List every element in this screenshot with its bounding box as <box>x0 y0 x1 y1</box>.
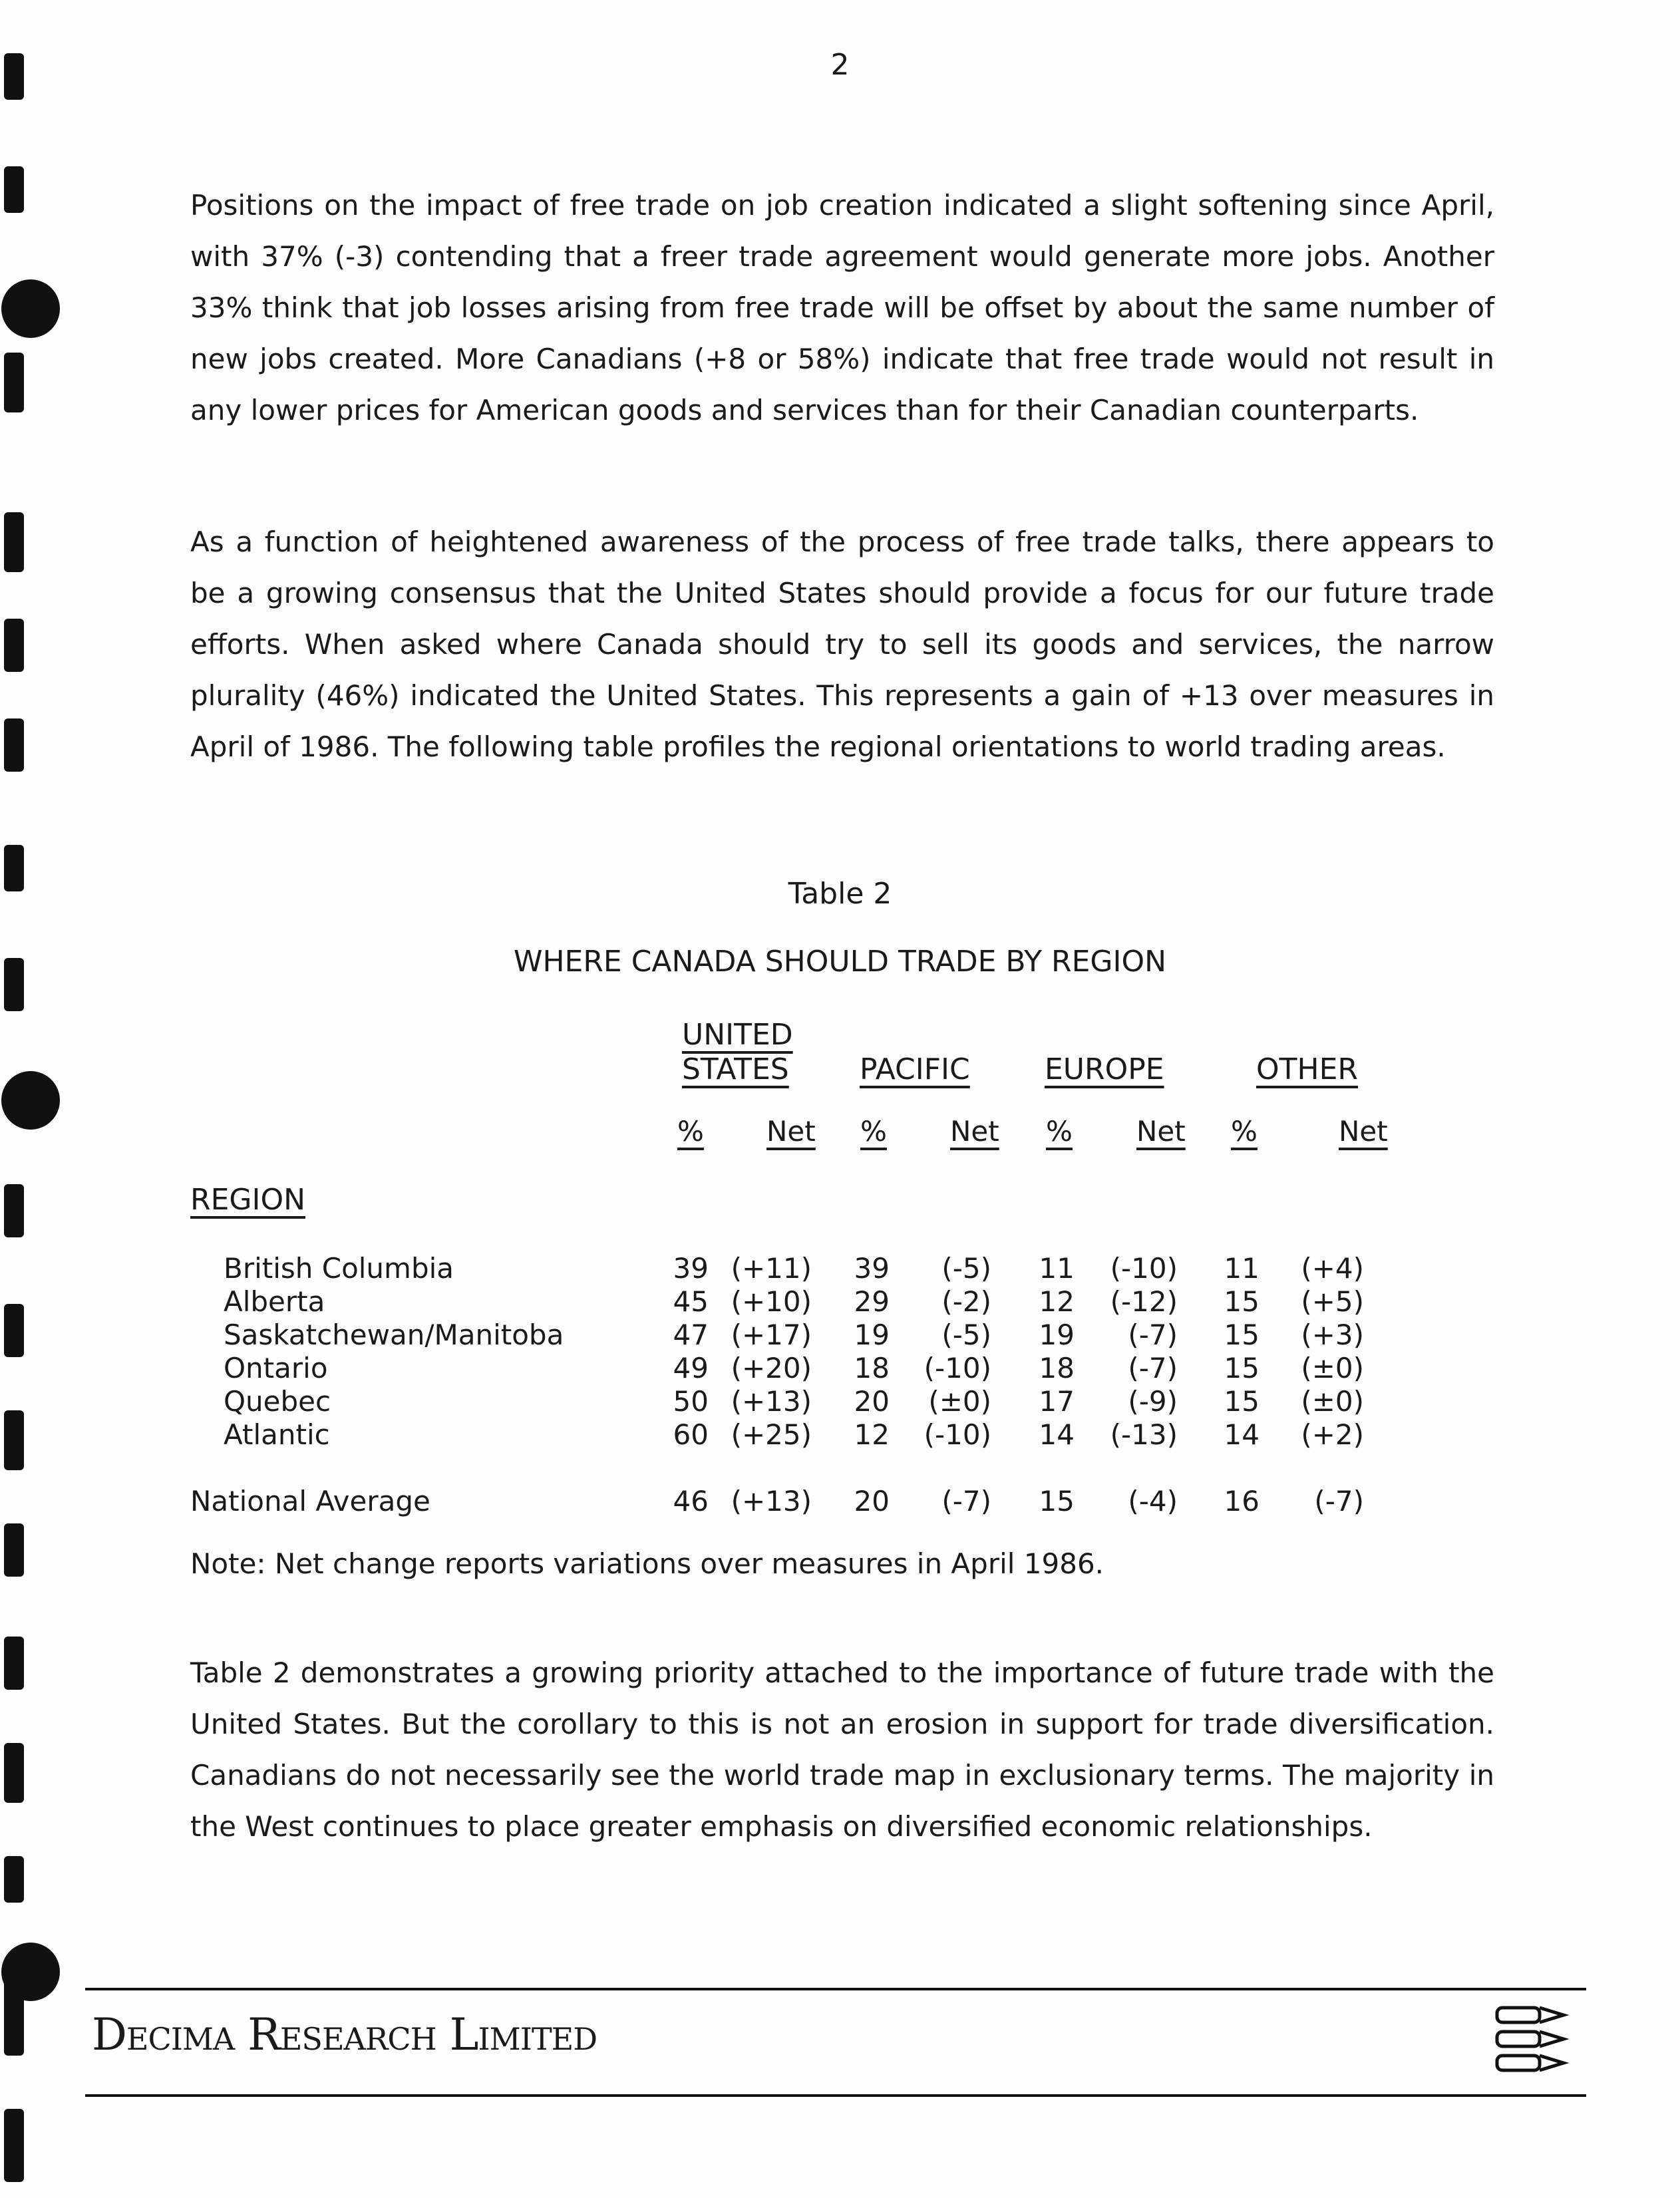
paragraph-trade-focus: As a function of heightened awareness of the process of free trade talks, there appears to be a growing consensus that the United States should provide a focus for our future trade efforts. When asked where Canada should try to sell its goods and services, the narrow plurality (46%) indicated the United States. This represents a gain of +13 over measures in April of 1986. The following table profiles the regional orientations to world trading areas. <box>190 526 1494 763</box>
table-cell: 60 <box>673 1418 709 1451</box>
binder-hole <box>1 279 60 338</box>
table-cell: 49 <box>673 1352 709 1384</box>
table-cell: (+2) <box>1301 1418 1364 1451</box>
paragraph-diversification: Table 2 demonstrates a growing priority attached to the importance of future trade with the United States. But the corollary to this is not an erosion in support for trade diversification. Canadians do not necessarily see the world trade map in exclusionary terms. The majority in the West continues to place greater emphasis on diversified economic relationships. <box>190 1656 1494 1843</box>
footer-divider <box>85 2094 1586 2097</box>
table-cell: 17 <box>1039 1385 1075 1418</box>
binder-hole <box>1 1071 60 1130</box>
table-cell: 15 <box>1224 1285 1260 1318</box>
table-note: Note: Net change reports variations over measures in April 1986. <box>190 1547 1104 1580</box>
table-cell: 20 <box>854 1385 890 1418</box>
table-cell: (-5) <box>941 1319 991 1351</box>
table-cell: 19 <box>854 1319 890 1351</box>
table-cell: 15 <box>1224 1385 1260 1418</box>
footer-divider <box>85 1988 1586 1990</box>
table-cell: 14 <box>1039 1418 1075 1451</box>
subheader-pct: % <box>860 1115 887 1148</box>
subheader-net: Net <box>1136 1115 1186 1148</box>
table-cell: (+25) <box>731 1418 812 1451</box>
table-cell: 50 <box>673 1385 709 1418</box>
table-cell: (+3) <box>1301 1319 1364 1351</box>
table-cell: (+10) <box>731 1285 812 1318</box>
subheader-net: Net <box>766 1115 816 1148</box>
table-cell: 29 <box>854 1285 890 1318</box>
table-cell: (+20) <box>731 1352 812 1384</box>
table-cell: (-7) <box>1314 1485 1364 1517</box>
table-cell: 16 <box>1224 1485 1260 1517</box>
table-row-national-average <box>0 1485 1680 1518</box>
table-row <box>0 1385 1680 1418</box>
binder-mark <box>4 2109 24 2182</box>
table-cell: 15 <box>1224 1352 1260 1384</box>
table-cell: (-7) <box>1128 1352 1178 1384</box>
table-cell: 39 <box>854 1252 890 1285</box>
table-cell: (±0) <box>928 1385 991 1418</box>
binder-mark <box>4 353 24 412</box>
table-row <box>0 1319 1680 1352</box>
table-cell: 12 <box>1039 1285 1075 1318</box>
table-cell: (-10) <box>924 1418 991 1451</box>
table-cell: 47 <box>673 1319 709 1351</box>
table-cell: 12 <box>854 1418 890 1451</box>
subheader-pct: % <box>1231 1115 1258 1148</box>
table-caption: Table 2 <box>788 877 892 911</box>
binder-mark <box>4 1523 24 1577</box>
table-cell: (-5) <box>941 1252 991 1285</box>
table-cell: (-13) <box>1110 1418 1178 1451</box>
table-cell: 45 <box>673 1285 709 1318</box>
table-cell: (-10) <box>924 1352 991 1384</box>
row-region-name: Atlantic <box>224 1418 330 1451</box>
table-cell: (+13) <box>731 1485 812 1517</box>
column-header-pacific: PACIFIC <box>860 1052 970 1086</box>
row-region-name: Saskatchewan/Manitoba <box>224 1319 564 1351</box>
table-row <box>0 1252 1680 1285</box>
column-header-other: OTHER <box>1256 1052 1358 1086</box>
subheader-net: Net <box>950 1115 999 1148</box>
row-region-name: Alberta <box>224 1285 325 1318</box>
table-cell: (±0) <box>1301 1385 1364 1418</box>
decima-logo-icon <box>1490 1998 1577 2078</box>
table-row <box>0 1352 1680 1385</box>
row-region-name: Ontario <box>224 1352 328 1384</box>
paragraph-job-creation: Positions on the impact of free trade on job creation indicated a slight softening since April, with 37% (-3) contending that a freer trade agreement would generate more jobs. Another 33% think that job losses arising from free trade will be offset by about the same number of new jobs created. More Canadians (+8 or 58%) indicate that free trade would not result in any lower prices for American goods and services than for their Canadian counterparts. <box>190 189 1494 426</box>
binder-mark <box>4 1969 24 2056</box>
row-region-name: British Columbia <box>224 1252 454 1285</box>
table-cell: (-9) <box>1128 1385 1178 1418</box>
column-header-united-states <box>682 1018 793 1087</box>
binder-mark <box>4 1184 24 1237</box>
table-cell: (+4) <box>1301 1252 1364 1285</box>
table-cell: (-7) <box>1128 1319 1178 1351</box>
binder-mark <box>4 718 24 772</box>
table-cell: 15 <box>1224 1319 1260 1351</box>
table-cell: 46 <box>673 1485 709 1517</box>
footer-company-name: Decima Research Limited <box>92 2009 597 2060</box>
table-cell: (-10) <box>1110 1252 1178 1285</box>
binder-mark <box>4 1856 24 1903</box>
region-label: REGION <box>190 1183 305 1217</box>
table-cell: (-4) <box>1128 1485 1178 1517</box>
table-cell: 18 <box>854 1352 890 1384</box>
row-region-name: Quebec <box>224 1385 331 1418</box>
table-cell: (+5) <box>1301 1285 1364 1318</box>
table-cell: 14 <box>1224 1418 1260 1451</box>
table-row <box>0 1418 1680 1452</box>
binder-mark <box>4 166 24 213</box>
column-header-line: UNITED <box>682 1018 793 1052</box>
table-cell: (+13) <box>731 1385 812 1418</box>
table-cell: (±0) <box>1301 1352 1364 1384</box>
binder-mark <box>4 1637 24 1690</box>
table-cell: 20 <box>854 1485 890 1517</box>
subheader-pct: % <box>677 1115 704 1148</box>
table-cell: (+17) <box>731 1319 812 1351</box>
subheader-pct: % <box>1046 1115 1073 1148</box>
table-cell: 15 <box>1039 1485 1075 1517</box>
table-cell: 11 <box>1224 1252 1260 1285</box>
table-cell: 18 <box>1039 1352 1075 1384</box>
table-cell: (-7) <box>941 1485 991 1517</box>
table-title: WHERE CANADA SHOULD TRADE BY REGION <box>513 945 1167 979</box>
table-cell: (+11) <box>731 1252 812 1285</box>
table-cell: 39 <box>673 1252 709 1285</box>
column-header-line: STATES <box>682 1052 789 1086</box>
table-cell: (-2) <box>941 1285 991 1318</box>
binder-mark <box>4 619 24 672</box>
table-cell: (-12) <box>1110 1285 1178 1318</box>
column-header-europe: EUROPE <box>1045 1052 1164 1086</box>
binder-mark <box>4 512 24 572</box>
binder-mark <box>4 1743 24 1803</box>
table-row <box>0 1285 1680 1319</box>
page-number: 2 <box>830 48 850 82</box>
table-cell: 11 <box>1039 1252 1075 1285</box>
subheader-net: Net <box>1339 1115 1388 1148</box>
row-region-name: National Average <box>190 1485 430 1517</box>
table-cell: 19 <box>1039 1319 1075 1351</box>
